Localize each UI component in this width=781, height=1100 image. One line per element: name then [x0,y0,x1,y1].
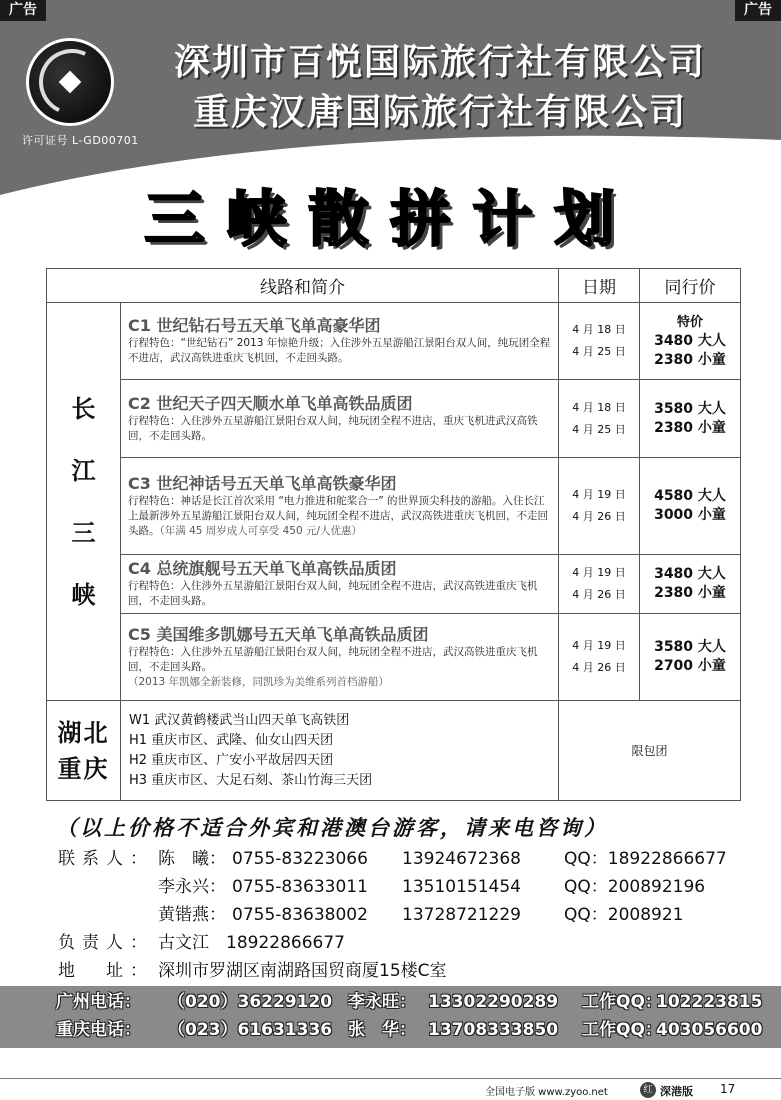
office-person: 李永旺： [348,992,416,1012]
office-qq: 102223815 [656,992,763,1012]
address-label: 地 址： [58,961,154,981]
route-date: 4 月 19 日 [572,488,626,501]
price-child: 2380 小童 [654,585,726,601]
route-name: C4 总统旗舰号五天单飞单高铁品质团 [128,559,397,578]
contact-row [58,902,758,928]
route-desc: 行程特色：入住涉外五星游船江景阳台双人间，纯玩团全程不进店，重庆飞机进武汉高铁回，不走回头路。 [128,414,538,442]
page-footer [0,1078,781,1100]
list-item: H2 重庆市区、广安小平故居四天团 [129,752,334,768]
office-mobile: 13302290289 [428,992,559,1012]
office-phone: （023）61631336 [168,1020,333,1040]
hubei-price: 限包团 [559,701,741,801]
route-name: C1 世纪钻石号五天单飞单高豪华团 [128,316,381,335]
route-prices [640,303,741,380]
table-row [47,380,741,458]
region-yangtze-three-gorges [47,303,121,701]
ad-tag-left: 广告 [0,0,46,21]
contact-mobile: 13510151454 [402,877,521,897]
route-name: C3 世纪神话号五天单飞单高铁豪华团 [128,473,397,493]
office-person: 张 华： [348,1020,416,1040]
table-row [47,458,741,555]
footer-badge-icon: 红 [640,1082,656,1098]
contact-row [58,874,758,900]
route-cell [121,458,559,555]
contact-phone: 0755-83638002 [232,905,368,925]
license-number: 许可证号 L-GD00701 [22,134,139,147]
office-mobile: 13708333850 [428,1020,559,1040]
page-title: 三峡散拼计划 [144,185,637,255]
price-child: 2380 小童 [654,351,726,368]
ad-tag-right: 广告 [735,0,781,21]
office-row-chongqing [56,1016,766,1044]
region-char: 江 [71,456,96,485]
price-child: 2700 小童 [654,658,726,674]
column-header-route: 线路和简介 [47,269,559,303]
office-qq-label: 工作QQ： [582,992,662,1012]
company-logo [26,38,114,126]
contact-label: 联系人： [58,849,154,869]
region-line: 湖北 [57,718,110,747]
route-cell [121,303,559,380]
table-row [47,555,741,614]
manager-label: 负责人： [58,933,154,953]
route-date: 4 月 19 日 [572,566,626,579]
route-dates [559,555,640,614]
header-banner [0,0,781,200]
route-name: C5 美国维多凯娜号五天单飞单高铁品质团 [128,624,429,644]
route-prices [640,458,741,555]
office-label: 重庆电话： [56,1020,141,1040]
region-hubei-chongqing [47,701,121,801]
price-adult: 3480 大人 [654,332,726,349]
contact-mobile: 13924672368 [402,849,521,869]
page-number: 17 [720,1082,736,1096]
route-cell [121,614,559,701]
route-date: 4 月 25 日 [572,345,626,358]
route-note: （年满 45 周岁成人可享受 450 元/人优惠） [159,524,363,537]
route-date: 4 月 26 日 [572,510,626,523]
list-item: W1 武汉黄鹤楼武当山四天单飞高铁团 [129,712,350,728]
route-date: 4 月 26 日 [572,588,626,601]
office-qq: 403056600 [656,1020,763,1040]
route-dates [559,303,640,380]
company-name-chongqing: 重庆汉唐国际旅行社有限公司 [192,92,687,133]
office-phone-strip [0,986,781,1048]
route-date: 4 月 18 日 [572,400,626,414]
routes-table [46,268,741,801]
route-desc [128,494,552,539]
office-row-guangzhou [56,988,766,1016]
address-row [58,958,758,984]
route-dates [559,458,640,555]
table-row [47,701,741,801]
route-name: C2 世纪天子四天顺水单飞单高铁品质团 [128,393,413,413]
price-notice: （以上价格不适合外宾和港澳台游客，请来电咨询） [56,815,608,840]
price-special-label: 特价 [676,314,703,330]
column-header-price: 同行价 [640,269,741,303]
price-child: 3000 小童 [654,507,726,523]
region-line: 重庆 [57,754,110,783]
list-item: H1 重庆市区、武隆、仙女山四天团 [129,732,334,748]
footer-site: 全国电子版 www.zyoo.net [485,1087,608,1098]
region-char: 长 [71,394,96,423]
route-note: （2013 年凯娜全新装修，同凯珍为美维系列首档游船） [128,675,390,688]
route-dates [559,380,640,458]
column-header-date: 日期 [559,269,640,303]
list-item: H3 重庆市区、大足石刻、茶山竹海三天团 [129,772,373,788]
contact-qq: QQ：2008921 [564,905,684,925]
contact-name: 陈 曦： [158,849,226,869]
office-phone: （020）36229120 [168,992,333,1012]
route-prices [640,614,741,701]
contact-mobile: 13728721229 [402,905,521,925]
price-adult: 3580 大人 [654,400,726,417]
route-prices [640,380,741,458]
hubei-route-list [121,701,559,801]
route-prices [640,555,741,614]
table-row [47,303,741,380]
price-adult: 4580 大人 [654,488,726,504]
route-date: 4 月 18 日 [572,323,626,336]
route-cell [121,380,559,458]
route-date: 4 月 19 日 [572,639,626,652]
office-qq-label: 工作QQ： [582,1020,662,1040]
price-adult: 3480 大人 [654,566,726,582]
route-desc: 行程特色：“世纪钻石” 2013 年惊艳升级；入住涉外五星游船江景阳台双人间，纯玩团全程不进店，武汉高铁进重庆飞机回，不走回头路。 [128,337,551,364]
route-date: 4 月 26 日 [572,661,626,674]
contact-name: 李永兴： [158,877,226,897]
office-label: 广州电话： [56,992,141,1012]
region-char: 峡 [71,580,96,609]
manager-value: 古文江 18922866677 [158,933,345,953]
table-row [47,614,741,701]
route-desc: 行程特色：入住涉外五星游船江景阳台双人间，纯玩团全程不进店，武汉高铁进重庆飞机回，不走回头路。 [128,645,538,673]
route-date: 4 月 25 日 [572,422,626,436]
route-desc: 行程特色：入住涉外五星游船江景阳台双人间，纯玩团全程不进店，武汉高铁进重庆飞机回，不走回头路。 [128,580,538,607]
route-cell [121,555,559,614]
contact-qq: QQ：200892196 [564,877,706,897]
manager-row [58,930,758,956]
table-header-row [47,269,741,303]
contact-phone: 0755-83633011 [232,877,368,897]
contact-name: 黄锴燕： [158,905,226,925]
footer-edition: 深港版 [660,1085,693,1098]
route-desc-text: 行程特色：神话是长江首次采用 “电力推进和舵桨合一” 的世界顶尖科技的游船。入住长江上最新涉外五星游船江景阳台双人间，纯玩团全程不进店，武汉高铁进重庆飞机回，不走回头路。 [128,494,548,537]
contact-row [58,846,758,872]
price-adult: 3580 大人 [654,639,726,655]
region-char: 三 [71,518,96,547]
route-dates [559,614,640,701]
address-value: 深圳市罗湖区南湖路国贸商厦15楼C室 [158,961,447,981]
contact-qq: QQ：18922866677 [564,849,727,869]
company-name-shenzhen: 深圳市百悦国际旅行社有限公司 [173,42,706,83]
contact-phone: 0755-83223066 [232,849,368,869]
price-child: 2380 小童 [654,419,726,436]
